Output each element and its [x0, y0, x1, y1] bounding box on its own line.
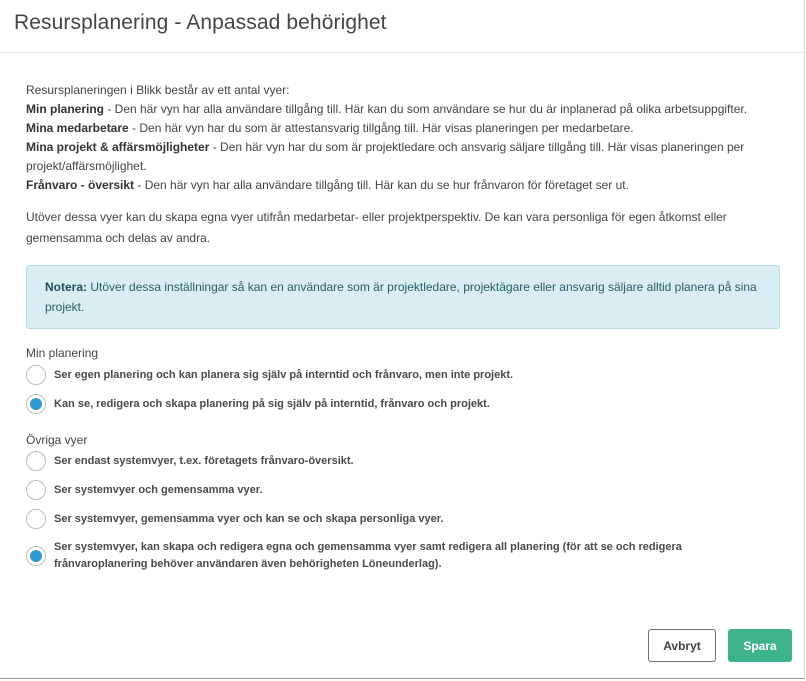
dialog-title: Resursplanering - Anpassad behörighet [14, 11, 387, 34]
intro-lead: Resursplaneringen i Blikk består av ett antal vyer: [26, 83, 290, 97]
custom-views-info: Utöver dessa vyer kan du skapa egna vyer utifrån medarbetar- eller projektperspektiv. De kan vara personliga för egen åtkomst eller gemensamma och delas av andra. [26, 210, 727, 245]
option-min-planering-1[interactable] [26, 365, 778, 385]
radio-button[interactable] [26, 546, 46, 566]
option-label: Ser endast systemvyer, t.ex. företagets frånvaro-översikt. [54, 454, 354, 467]
note-box [26, 265, 780, 329]
radio-button[interactable] [26, 509, 46, 529]
option-label: Ser systemvyer, gemensamma vyer och kan se och skapa personliga vyer. [54, 512, 444, 525]
option-ovriga-4[interactable] [26, 539, 778, 573]
option-ovriga-1[interactable] [26, 451, 778, 471]
dialog-header [0, 0, 804, 53]
note-label: Notera: [45, 280, 88, 294]
view-name: Frånvaro - översikt [26, 178, 135, 192]
option-label: Ser systemvyer och gemensamma vyer. [54, 483, 263, 496]
view-description-franvaro [26, 176, 778, 195]
view-description-mina-projekt [26, 138, 778, 176]
option-label: Ser egen planering och kan planera sig själv på interntid och frånvaro, men inte projekt. [54, 368, 514, 381]
dialog-footer [648, 629, 792, 662]
option-ovriga-3[interactable] [26, 509, 778, 529]
view-description-min-planering [26, 100, 778, 119]
view-description-mina-medarbetare [26, 119, 778, 138]
option-label: Kan se, redigera och skapa planering på sig själv på interntid, frånvaro och projekt. [54, 397, 490, 410]
view-name: Min planering [26, 102, 104, 116]
option-label: Ser systemvyer, kan skapa och redigera egna och gemensamma vyer samt redigera all planering (för att se och redigera frånvaroplanering behöver användaren även behörigheten Löneunderlag). [54, 541, 682, 570]
radio-button[interactable] [26, 451, 46, 471]
radio-button[interactable] [26, 480, 46, 500]
view-desc: - Den här vyn har du som är projektledare och ansvarig säljare tillgång till. Här visas planeringen per projekt/affärsmöjlighet. [26, 140, 745, 173]
radio-button[interactable] [26, 365, 46, 385]
option-ovriga-2[interactable] [26, 480, 778, 500]
dialog-body [0, 53, 804, 573]
view-desc: - Den här vyn har alla användare tillgång till. Här kan du som användare se hur du är inplanerad på olika arbetsuppgifter. [104, 102, 748, 116]
intro-text [26, 81, 778, 195]
cancel-button[interactable]: Avbryt [648, 629, 716, 662]
view-desc: - Den här vyn har du som är attestansvarig tillgång till. Här visas planeringen per medarbetare. [128, 121, 634, 135]
group-label-ovriga-vyer: Övriga vyer [26, 433, 88, 447]
note-text: Utöver dessa inställningar så kan en användare som är projektledare, projektägare eller ansvarig säljare alltid planera på sina projekt. [45, 280, 757, 314]
view-desc: - Den här vyn har alla användare tillgång till. Här kan du se hur frånvaron för företaget ser ut. [134, 178, 629, 192]
radio-button[interactable] [26, 394, 46, 414]
save-button[interactable]: Spara [728, 629, 792, 662]
view-name: Mina projekt & affärsmöjligheter [26, 140, 210, 154]
option-min-planering-2[interactable] [26, 394, 778, 414]
group-label-min-planering: Min planering [26, 346, 99, 360]
view-name: Mina medarbetare [26, 121, 129, 135]
